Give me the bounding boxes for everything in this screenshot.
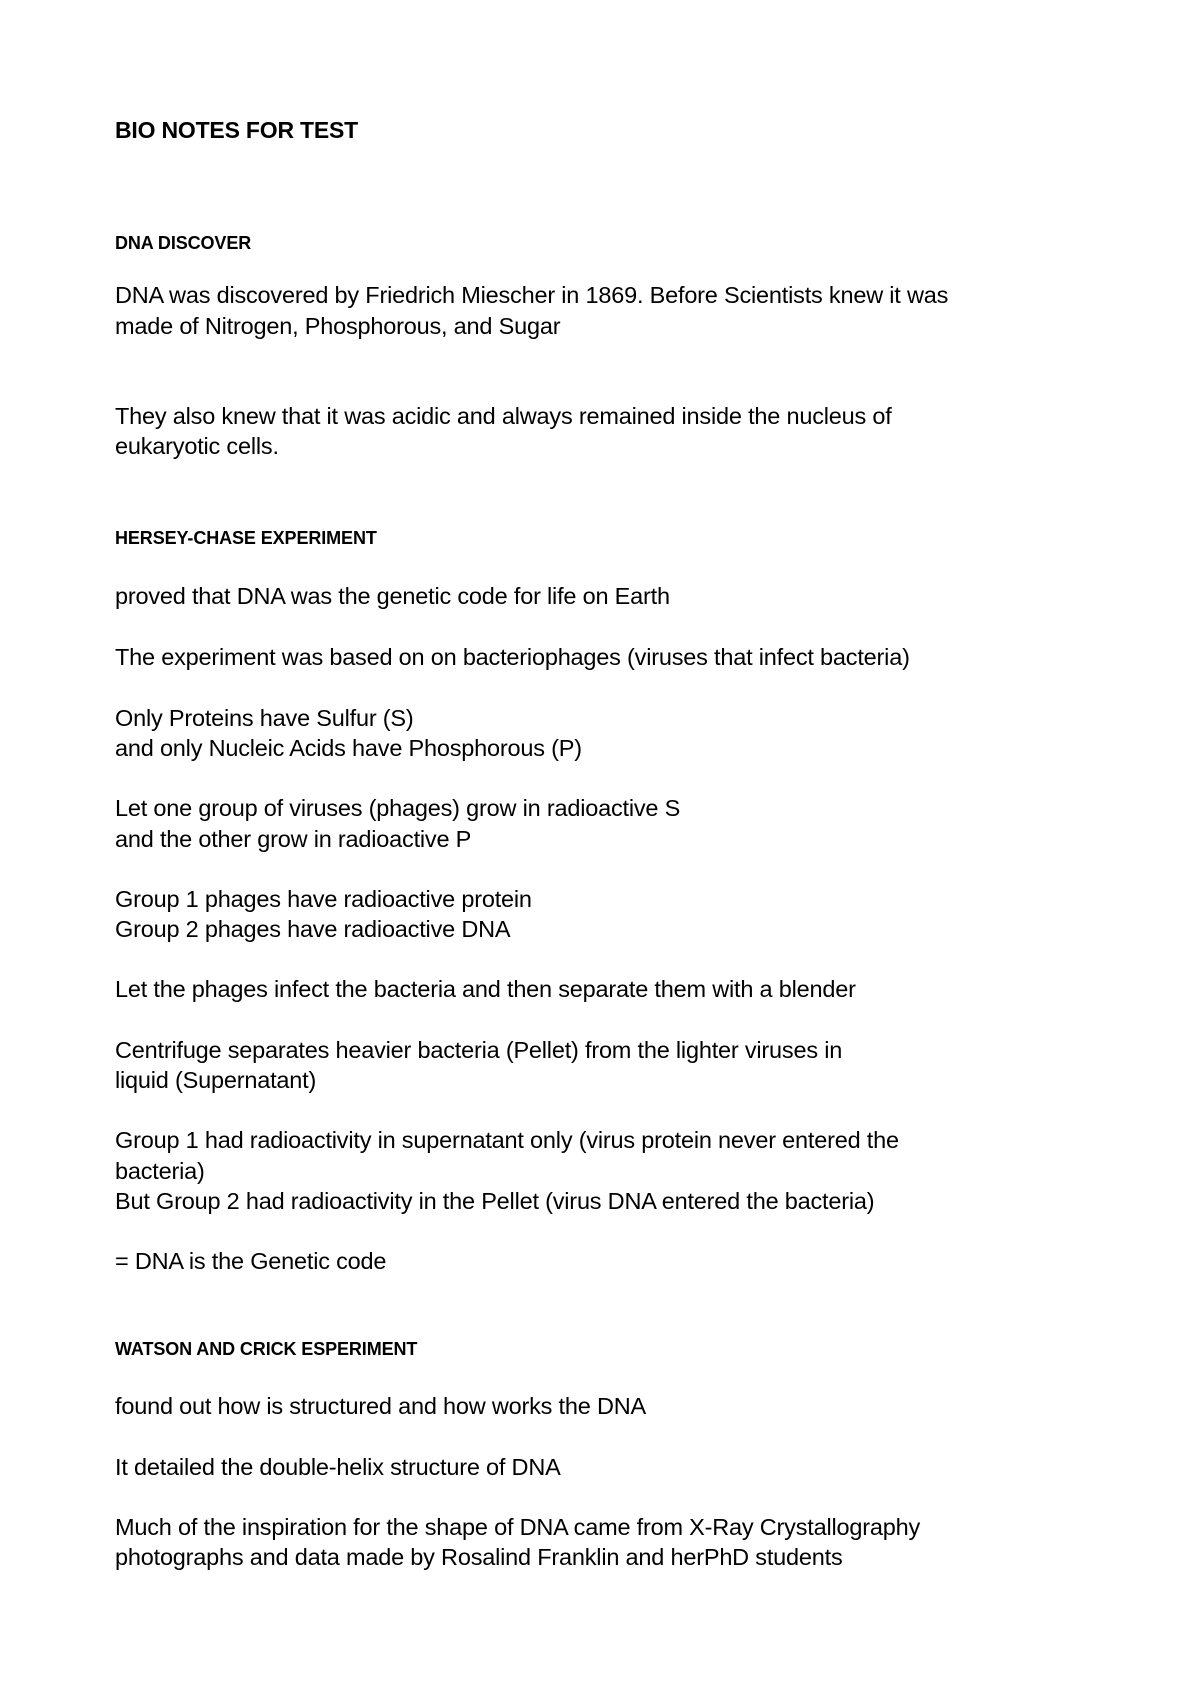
section-heading-dna-discover: DNA DISCOVER — [115, 233, 252, 253]
paragraph-line: Much of the inspiration for the shape of DNA came from X-Ray Crystallography — [115, 1514, 921, 1540]
paragraph-line: Group 1 phages have radioactive protein — [115, 886, 532, 912]
paragraph-line: Let one group of viruses (phages) grow in radioactive S — [115, 795, 681, 821]
paragraph-line: and only Nucleic Acids have Phosphorous (P) — [115, 735, 582, 761]
section-heading-hersey-chase: HERSEY-CHASE EXPERIMENT — [115, 528, 377, 548]
document-title: BIO NOTES FOR TEST — [115, 117, 359, 143]
paragraph-line: The experiment was based on on bacteriophages (viruses that infect bacteria) — [115, 644, 910, 670]
paragraph-line: bacteria) — [115, 1158, 205, 1184]
paragraph-line: eukaryotic cells. — [115, 433, 279, 459]
paragraph-line: Group 2 phages have radioactive DNA — [115, 916, 511, 942]
paragraph-line: liquid (Supernatant) — [115, 1067, 317, 1093]
paragraph-line: Let the phages infect the bacteria and then separate them with a blender — [115, 976, 856, 1002]
paragraph-line: It detailed the double-helix structure of DNA — [115, 1454, 561, 1480]
paragraph-line: Group 1 had radioactivity in supernatant only (virus protein never entered the — [115, 1127, 899, 1153]
paragraph-line: DNA was discovered by Friedrich Miescher in 1869. Before Scientists knew it was — [115, 282, 949, 308]
paragraph-line: and the other grow in radioactive P — [115, 826, 472, 852]
paragraph-line: They also knew that it was acidic and always remained inside the nucleus of — [115, 403, 892, 429]
paragraph-line: Centrifuge separates heavier bacteria (Pellet) from the lighter viruses in — [115, 1037, 843, 1063]
paragraph-line: But Group 2 had radioactivity in the Pellet (virus DNA entered the bacteria) — [115, 1188, 875, 1214]
paragraph-line: Only Proteins have Sulfur (S) — [115, 705, 414, 731]
paragraph-line: found out how is structured and how works the DNA — [115, 1393, 646, 1419]
paragraph-line: made of Nitrogen, Phosphorous, and Sugar — [115, 313, 561, 339]
paragraph-line: proved that DNA was the genetic code for life on Earth — [115, 583, 670, 609]
section-heading-watson-crick: WATSON AND CRICK ESPERIMENT — [115, 1339, 418, 1359]
paragraph-line: photographs and data made by Rosalind Franklin and herPhD students — [115, 1544, 843, 1570]
paragraph-line: = DNA is the Genetic code — [115, 1248, 387, 1274]
